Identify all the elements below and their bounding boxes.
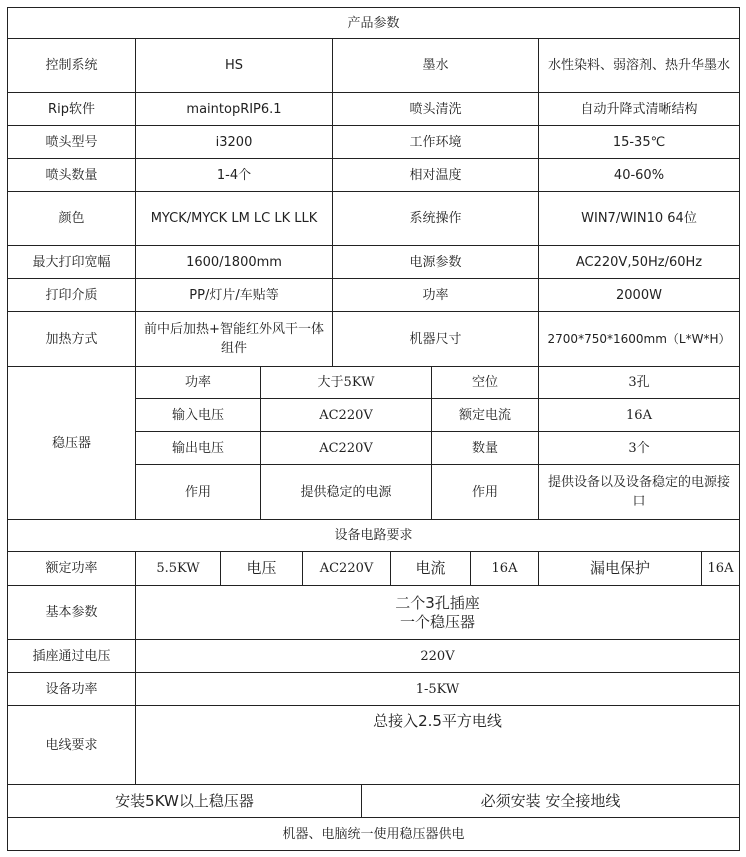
note-power-supply: 机器、电脑统一使用稳压器供电	[7, 817, 740, 851]
stabilizer-row-1-value-2: 3孔	[538, 366, 740, 399]
value-colors: MYCK/MYCK LM LC LK LLK	[135, 191, 333, 246]
label-max-width: 最大打印宽幅	[7, 245, 136, 279]
label-stabilizer: 稳压器	[7, 366, 136, 520]
value-current: 16A	[470, 551, 539, 586]
basic-param-line-2: 一个稳压器	[399, 612, 475, 631]
label-head-count: 喷头数量	[7, 158, 136, 192]
value-max-width: 1600/1800mm	[135, 245, 333, 279]
basic-param-line-1: 二个3孔插座	[395, 593, 480, 612]
label-head-cleaning: 喷头清洗	[332, 92, 539, 126]
stabilizer-row-4-key-1: 作用	[135, 464, 261, 520]
value-os: WIN7/WIN10 64位	[538, 191, 740, 246]
value-humidity: 40-60%	[538, 158, 740, 192]
stabilizer-row-3-value-1: AC220V	[260, 431, 432, 465]
label-wire-requirement: 电线要求	[7, 705, 136, 785]
label-os: 系统操作	[332, 191, 539, 246]
value-control-system: HS	[135, 38, 333, 93]
stabilizer-row-2-key-1: 输入电压	[135, 398, 261, 432]
stabilizer-row-3-value-2: 3个	[538, 431, 740, 465]
label-power: 功率	[332, 278, 539, 312]
circuit-title: 设备电路要求	[7, 519, 740, 552]
stabilizer-row-1-key-2: 空位	[431, 366, 539, 399]
label-rated-power: 额定功率	[7, 551, 136, 586]
stabilizer-row-4-value-2: 提供设备以及设备稳定的电源接口	[538, 464, 740, 520]
stabilizer-row-1-value-1: 大于5KW	[260, 366, 432, 399]
value-head-count: 1-4个	[135, 158, 333, 192]
value-heating: 前中后加热+智能红外风干一体组件	[135, 311, 333, 367]
stabilizer-row-2-value-2: 16A	[538, 398, 740, 432]
value-device-power: 1-5KW	[135, 672, 740, 706]
label-leakage-protection: 漏电保护	[538, 551, 702, 586]
label-colors: 颜色	[7, 191, 136, 246]
label-rip: Rip软件	[7, 92, 136, 126]
value-voltage: AC220V	[302, 551, 391, 586]
stabilizer-row-2-value-1: AC220V	[260, 398, 432, 432]
value-head-cleaning: 自动升降式清晰结构	[538, 92, 740, 126]
note-grounding: 必须安装 安全接地线	[361, 784, 740, 818]
label-size: 机器尺寸	[332, 311, 539, 367]
label-head-model: 喷头型号	[7, 125, 136, 159]
stabilizer-row-2-key-2: 额定电流	[431, 398, 539, 432]
value-basic-params	[135, 585, 740, 640]
label-socket-voltage: 插座通过电压	[7, 639, 136, 673]
value-size: 2700*750*1600mm（L*W*H）	[538, 311, 740, 367]
value-environment: 15-35℃	[538, 125, 740, 159]
stabilizer-row-3-key-1: 输出电压	[135, 431, 261, 465]
value-power-params: AC220V,50Hz/60Hz	[538, 245, 740, 279]
stabilizer-row-1-key-1: 功率	[135, 366, 261, 399]
value-power: 2000W	[538, 278, 740, 312]
stabilizer-row-4-value-1: 提供稳定的电源	[260, 464, 432, 520]
note-install-stabilizer: 安装5KW以上稳压器	[7, 784, 362, 818]
label-voltage: 电压	[220, 551, 303, 586]
label-ink: 墨水	[332, 38, 539, 93]
value-media: PP/灯片/车贴等	[135, 278, 333, 312]
label-heating: 加热方式	[7, 311, 136, 367]
stabilizer-row-3-key-2: 数量	[431, 431, 539, 465]
value-head-model: i3200	[135, 125, 333, 159]
label-current: 电流	[390, 551, 471, 586]
value-socket-voltage: 220V	[135, 639, 740, 673]
value-rated-power: 5.5KW	[135, 551, 221, 586]
label-power-params: 电源参数	[332, 245, 539, 279]
label-humidity: 相对温度	[332, 158, 539, 192]
value-wire-requirement: 总接入2.5平方电线	[135, 705, 740, 785]
stabilizer-row-4-key-2: 作用	[431, 464, 539, 520]
value-rip: maintopRIP6.1	[135, 92, 333, 126]
label-environment: 工作环境	[332, 125, 539, 159]
label-basic-params: 基本参数	[7, 585, 136, 640]
label-control-system: 控制系统	[7, 38, 136, 93]
label-media: 打印介质	[7, 278, 136, 312]
table-title: 产品参数	[7, 7, 740, 39]
value-leakage-protection: 16A	[701, 551, 740, 586]
value-ink: 水性染料、弱溶剂、热升华墨水	[538, 38, 740, 93]
label-device-power: 设备功率	[7, 672, 136, 706]
